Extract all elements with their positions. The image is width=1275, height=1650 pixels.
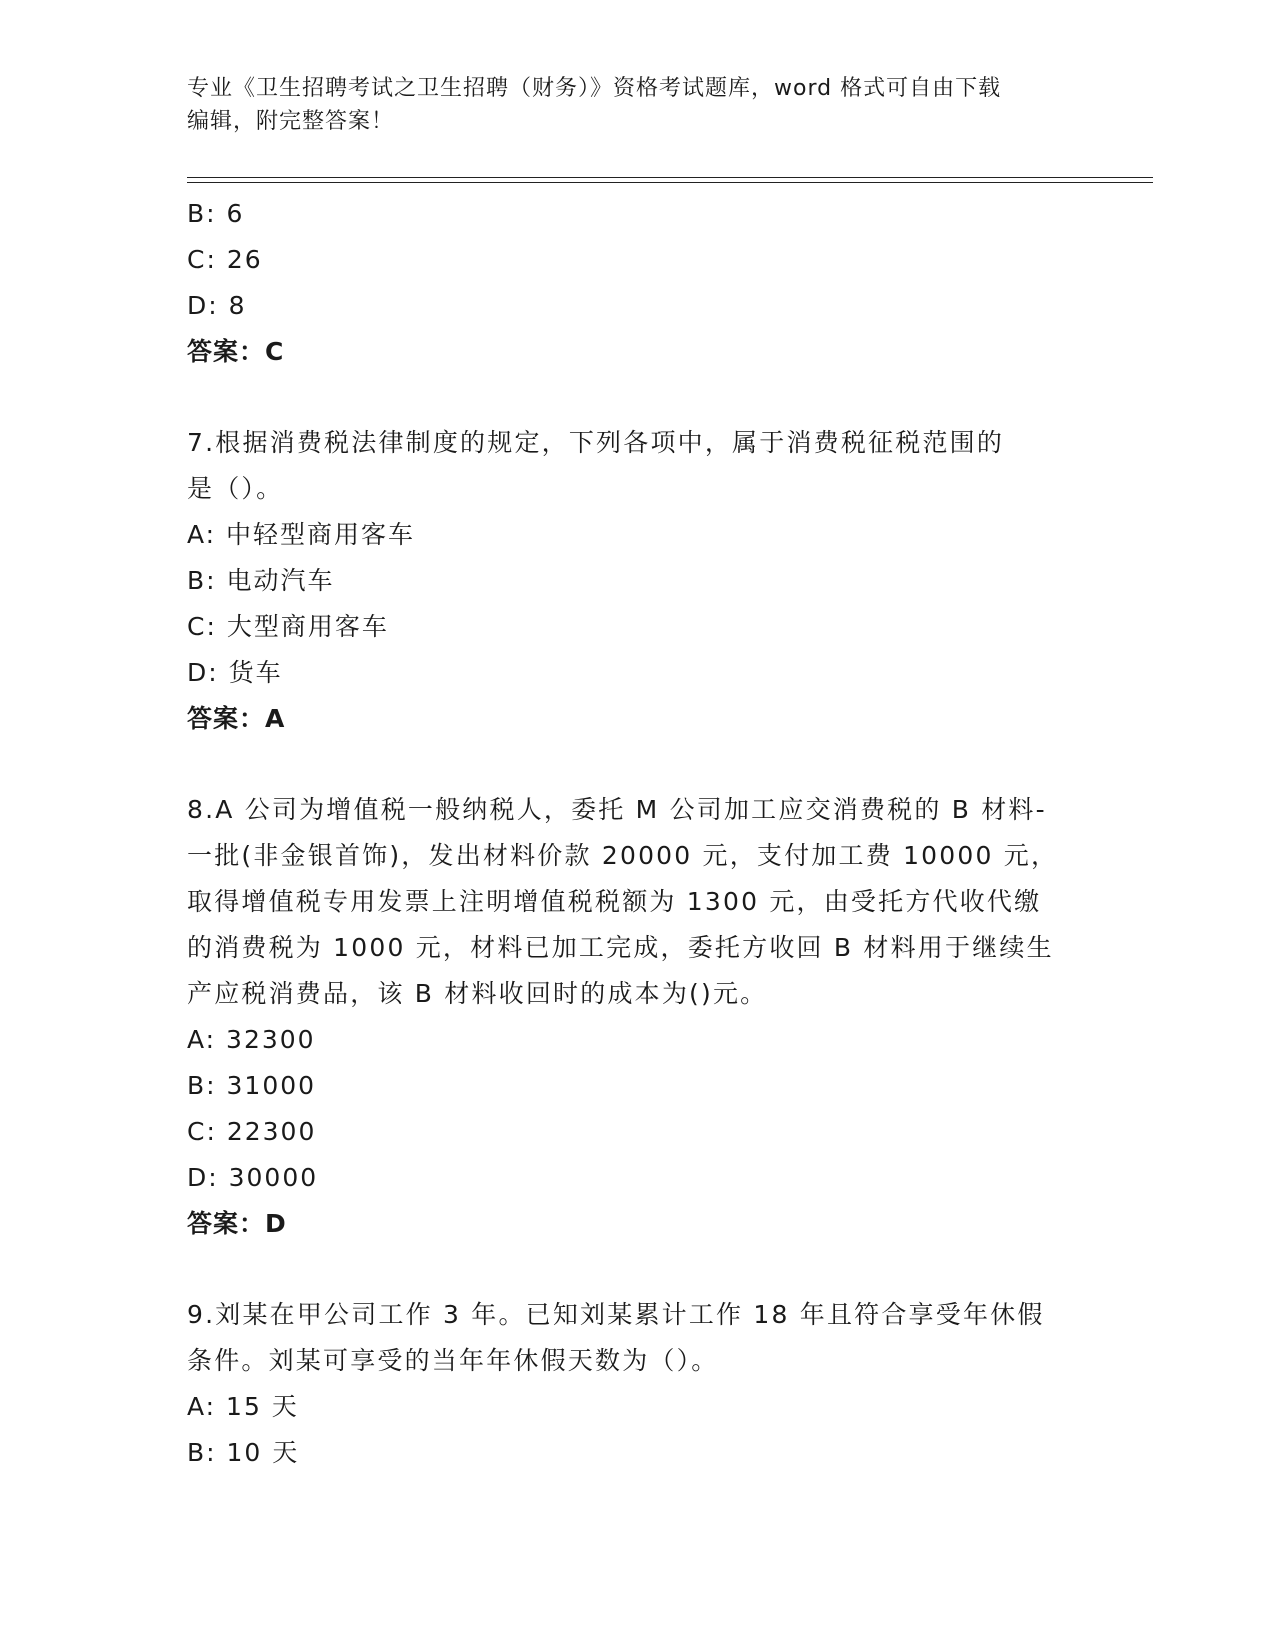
option-b: B: 电动汽车 (187, 566, 335, 595)
spacer (187, 742, 1087, 787)
option-d: D: 8 (187, 291, 247, 320)
question-text-line: 取得增值税专用发票上注明增值税税额为 1300 元，由受托方代收代缴 (187, 887, 1042, 916)
question-text-line: 一批(非金银首饰)，发出材料价款 20000 元，支付加工费 10000 元， (187, 841, 1059, 870)
option-b: B: 31000 (187, 1071, 317, 1100)
header-line-2: 编辑，附完整答案！ (187, 109, 395, 134)
header-divider-top (187, 177, 1153, 178)
header-divider-bottom (187, 182, 1153, 183)
answer-label: 答案：C (187, 337, 285, 366)
question-text-line: 的消费税为 1000 元，材料已加工完成，委托方收回 B 材料用于继续生 (187, 933, 1054, 962)
option-b: B: 6 (187, 199, 245, 228)
option-a: A: 中轻型商用客车 (187, 520, 416, 549)
question-text-line: 产应税消费品，该 B 材料收回时的成本为()元。 (187, 979, 768, 1008)
spacer (187, 1247, 1087, 1292)
header-line-1: 专业《卫生招聘考试之卫生招聘（财务）》资格考试题库，word 格式可自由下载 (187, 76, 1002, 101)
option-c: C: 22300 (187, 1117, 317, 1146)
answer-label: 答案：A (187, 704, 286, 733)
option-b: B: 10 天 (187, 1438, 300, 1467)
question-list (187, 191, 1087, 1476)
question-text-line: 是（）。 (187, 474, 284, 503)
spacer (187, 375, 1087, 420)
option-a: A: 32300 (187, 1025, 316, 1054)
option-c: C: 大型商用客车 (187, 612, 389, 641)
option-c: C: 26 (187, 245, 263, 274)
question-text-line: 9.刘某在甲公司工作 3 年。已知刘某累计工作 18 年且符合享受年休假 (187, 1300, 1045, 1329)
option-d: D: 30000 (187, 1163, 319, 1192)
answer-label: 答案：D (187, 1209, 287, 1238)
document-header (187, 72, 1077, 138)
question-6-tail (187, 191, 1087, 375)
option-d: D: 货车 (187, 658, 283, 687)
question-text-line: 7.根据消费税法律制度的规定，下列各项中，属于消费税征税范围的 (187, 428, 1005, 457)
question-7 (187, 420, 1087, 742)
option-a: A: 15 天 (187, 1392, 299, 1421)
question-8 (187, 787, 1087, 1247)
question-9 (187, 1292, 1087, 1476)
question-text-line: 条件。刘某可享受的当年年休假天数为（）。 (187, 1346, 719, 1375)
question-text-line: 8.A 公司为增值税一般纳税人，委托 M 公司加工应交消费税的 B 材料- (187, 795, 1047, 824)
